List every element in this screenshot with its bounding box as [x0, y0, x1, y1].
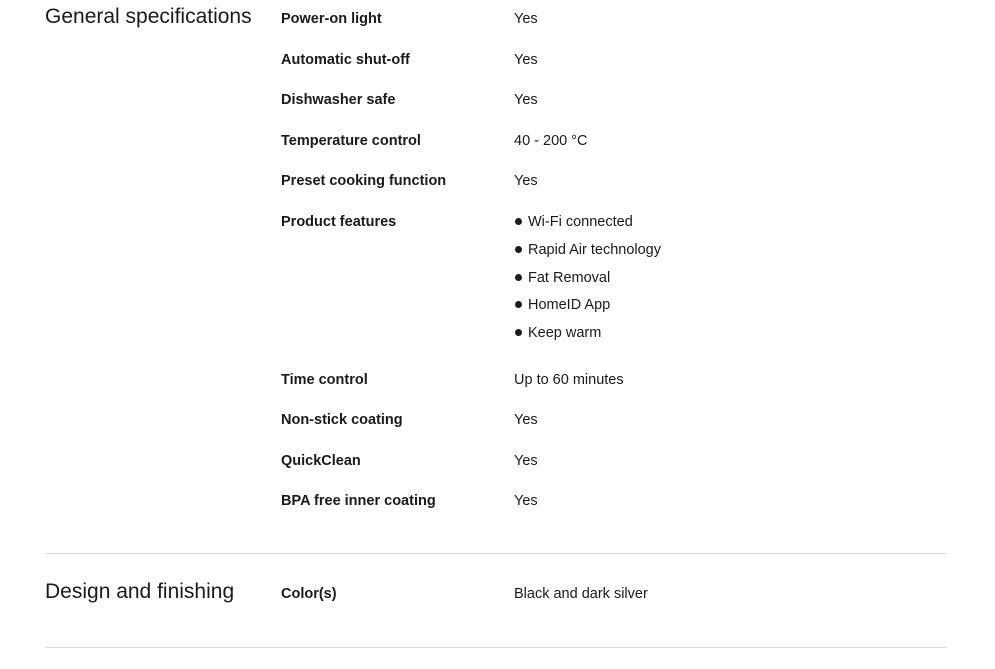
spec-label: Automatic shut-off — [281, 52, 410, 68]
spec-section-general — [45, 5, 947, 525]
spec-value: Black and dark silver — [514, 586, 648, 602]
section-divider — [45, 647, 947, 648]
spec-value: Yes — [514, 92, 538, 108]
spec-value: Yes — [514, 173, 538, 189]
spec-label: Color(s) — [281, 586, 337, 602]
spec-value: Yes — [514, 52, 538, 68]
spec-value: Up to 60 minutes — [514, 372, 624, 388]
section-title: General specifications — [45, 5, 252, 28]
spec-value: 40 - 200 °C — [514, 133, 588, 149]
spec-value: Yes — [514, 412, 538, 428]
spec-label: BPA free inner coating — [281, 493, 436, 509]
spec-value: Yes — [514, 453, 538, 469]
feature-list — [514, 212, 661, 351]
list-item: Keep warm — [514, 323, 661, 351]
spec-label: Dishwasher safe — [281, 92, 396, 108]
list-item: Fat Removal — [514, 268, 661, 296]
spec-label: Time control — [281, 372, 368, 388]
spec-label: Power-on light — [281, 11, 382, 27]
list-item: HomeID App — [514, 295, 661, 323]
section-divider — [45, 553, 947, 554]
spec-label: Non-stick coating — [281, 412, 403, 428]
list-item: Rapid Air technology — [514, 240, 661, 268]
spec-section-design — [45, 580, 947, 640]
section-title: Design and finishing — [45, 580, 235, 603]
spec-label: Preset cooking function — [281, 173, 447, 189]
list-item: Wi-Fi connected — [514, 212, 661, 240]
spec-label: Temperature control — [281, 133, 421, 149]
spec-value: Yes — [514, 11, 538, 27]
spec-label: Product features — [281, 214, 397, 230]
spec-value: Yes — [514, 493, 538, 509]
spec-label: QuickClean — [281, 453, 361, 469]
